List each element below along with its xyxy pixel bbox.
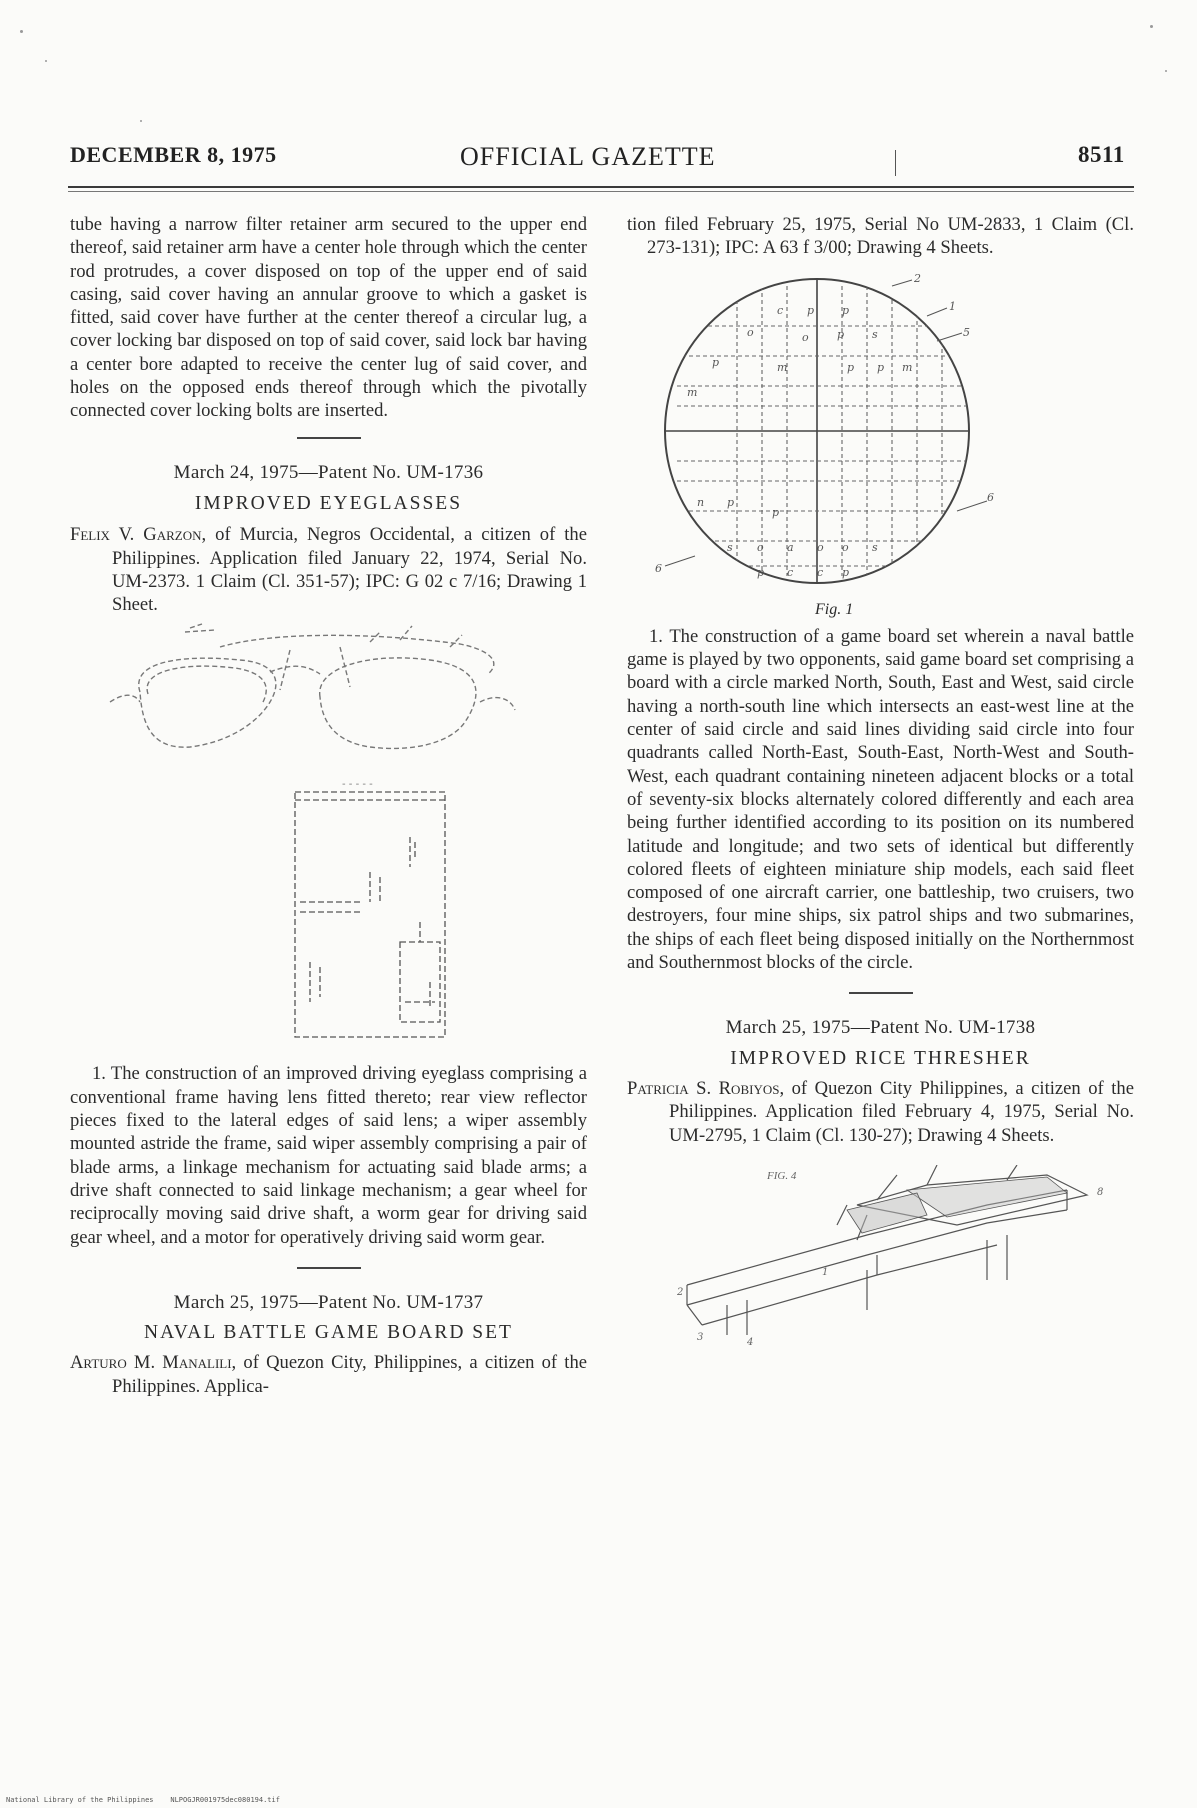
svg-text:s: s (872, 540, 878, 554)
svg-text:8: 8 (1097, 1186, 1104, 1198)
svg-text:p: p (807, 303, 815, 317)
section-separator (297, 1267, 361, 1269)
svg-text:c: c (817, 565, 824, 579)
svg-text:a: a (787, 540, 794, 554)
figure-caption-board: Fig. 1 (815, 600, 854, 618)
svg-text:p: p (727, 495, 735, 509)
footer-file: NLPOGJR001975dec080194.tif (170, 1796, 280, 1804)
publication-title: OFFICIAL GAZETTE (460, 142, 716, 171)
svg-text:o: o (817, 540, 824, 554)
svg-text:c: c (777, 303, 784, 317)
svg-text:6: 6 (655, 561, 662, 575)
inventor-name: Arturo M. Manalili (70, 1352, 232, 1374)
svg-text:2: 2 (914, 271, 921, 285)
footer-source (6, 1796, 280, 1804)
svg-text:2: 2 (677, 1286, 684, 1298)
patent-dateline-1737: March 25, 1975—Patent No. UM-1737 (173, 1291, 484, 1313)
figure-caption-thresher: FIG. 4 (767, 1169, 797, 1182)
svg-text:3: 3 (697, 1331, 704, 1343)
applicant-details: , of Quezon City Philippines, a citizen of the Philippines. Application filed February 4, 1975, Serial No. UM-2795, 1 Claim (Cl. 130-27); Drawing 4 Sheets. (669, 1077, 1134, 1146)
claim-naval: 1. The construction of a game board set wherein a naval battle game is played by two opponents, said game board set comprising a board with a circle marked North, South, East and West, said circle having a north-south line which intersects an east-west line at the center of said circle and said lines dividing said circle into four quadrants called North-East, South-East, North-West and South-West, each quadrant containing nineteen adjacent blocks or a total of seventy-six blocks alternately colored differently and each area being further identified according to its position on its numbered latitude and longitude; and two sets of identical but differently colored fleets of eighteen miniature ship models, each said fleet composed of one aircraft carrier, one battleship, two cruisers, two destroyers, four mine ships, six patrol ships and two submarines, the ships of each fleet being disposed initially on the Northernmost and Southernmost blocks of the circle. (627, 625, 1134, 974)
patent-title-thresher: IMPROVED RICE THRESHER (730, 1047, 1031, 1069)
right-column (627, 213, 1134, 1355)
svg-text:m: m (777, 360, 788, 374)
continuation-text-left: tube having a narrow filter retainer arm secured to the upper end thereof, said retainer arm have a center hole through which the center rod protrudes, a cover disposed on top of the upper end of said casing, said cover having an annular groove to which a gasket is fitted, said cover have further at the center thereof a circular lug, a cover locking bar disposed on top of said cover, said lock bar having a center bore adapted to receive the center lug of said cover, and holes on the opposed ends thereof through which the pivotally connected cover locking bolts are inserted. (70, 214, 587, 422)
header-rule-thin (68, 191, 1134, 192)
scan-speck (140, 120, 142, 122)
svg-text:m: m (902, 360, 913, 374)
left-column (70, 213, 587, 1398)
patent-dateline-1736: March 24, 1975—Patent No. UM-1736 (173, 461, 484, 483)
svg-text:p: p (712, 355, 720, 369)
patent-applicant-thresher (627, 1077, 1134, 1147)
header-date: DECEMBER 8, 1975 (70, 142, 277, 167)
patent-applicant-eyeglasses (70, 523, 587, 616)
svg-text:o: o (842, 540, 849, 554)
svg-text:1: 1 (949, 299, 956, 313)
svg-text:1: 1 (822, 1266, 829, 1278)
rice-thresher-figure (627, 1165, 1134, 1355)
patent-title-eyeglasses: IMPROVED EYEGLASSES (194, 492, 463, 514)
claim-eyeglasses: 1. The construction of an improved driving eyeglass comprising a conventional frame having lens fitted thereto; rear view reflector pieces fixed to the lateral edges of said lens; a wiper assembly mounted astride the frame, said wiper assembly comprising a pair of blade arms, a linkage mechanism for actuating said blade arms; a drive shaft connected to said linkage mechanism; a gear wheel for reciprocally moving said drive shaft, a worm gear for driving said gear wheel, and a motor for operatively driving said worm gear. (70, 1063, 587, 1248)
section-separator (849, 992, 913, 994)
svg-text:p: p (772, 505, 780, 519)
svg-text:p: p (837, 327, 845, 341)
inventor-name: Patricia S. Robiyos (627, 1077, 780, 1099)
footer-library: National Library of the Philippines (6, 1796, 154, 1804)
svg-text:6: 6 (987, 490, 994, 504)
svg-text:m: m (687, 385, 698, 399)
svg-text:p: p (757, 565, 765, 579)
svg-text:o: o (802, 330, 809, 344)
section-separator (297, 437, 361, 439)
game-board-figure (627, 266, 1134, 596)
patent-dateline-1738: March 25, 1975—Patent No. UM-1738 (725, 1017, 1036, 1039)
svg-text:o: o (747, 325, 754, 339)
svg-text:p: p (877, 360, 885, 374)
continuation-text-right: tion filed February 25, 1975, Serial No UM-2833, 1 Claim (Cl. 273-131); IPC: A 63 f 3/00; Drawing 4 Sheets. (627, 214, 1134, 259)
svg-text:c: c (787, 565, 794, 579)
scan-speck (45, 60, 47, 62)
svg-text:s: s (872, 327, 878, 341)
figure-mark: - - - - - (342, 779, 373, 791)
scan-speck (20, 30, 23, 33)
inventor-name: Felix V. Garzon (70, 524, 202, 546)
applicant-details: , of Murcia, Negros Occidental, a citizen of the Philippines. Application filed January 22, 1974, Serial No. UM-2373. 1 Claim (Cl. 351-57); IPC: G 02 c 7/16; Drawing 1 Sheet. (112, 524, 587, 616)
patent-applicant-naval (70, 1351, 587, 1398)
svg-text:s: s (727, 540, 733, 554)
applicant-details: , of Quezon City, Philippines, a citizen of the Philippines. Applica- (112, 1352, 587, 1397)
scan-speck (1165, 70, 1167, 72)
svg-text:4: 4 (747, 1336, 754, 1348)
header-rule (68, 186, 1134, 188)
scan-speck (1150, 25, 1153, 28)
patent-title-naval: NAVAL BATTLE GAME BOARD SET (144, 1322, 513, 1344)
rice-thresher-figure-wrap (627, 1165, 1134, 1355)
page-number: 8511 (1078, 142, 1125, 167)
header-tick (895, 150, 896, 176)
eyeglasses-figure (70, 622, 587, 1062)
svg-text:o: o (757, 540, 764, 554)
svg-text:p: p (847, 360, 855, 374)
svg-text:n: n (697, 495, 705, 509)
svg-text:p: p (842, 565, 850, 579)
svg-text:p: p (842, 303, 850, 317)
svg-text:5: 5 (963, 325, 970, 339)
